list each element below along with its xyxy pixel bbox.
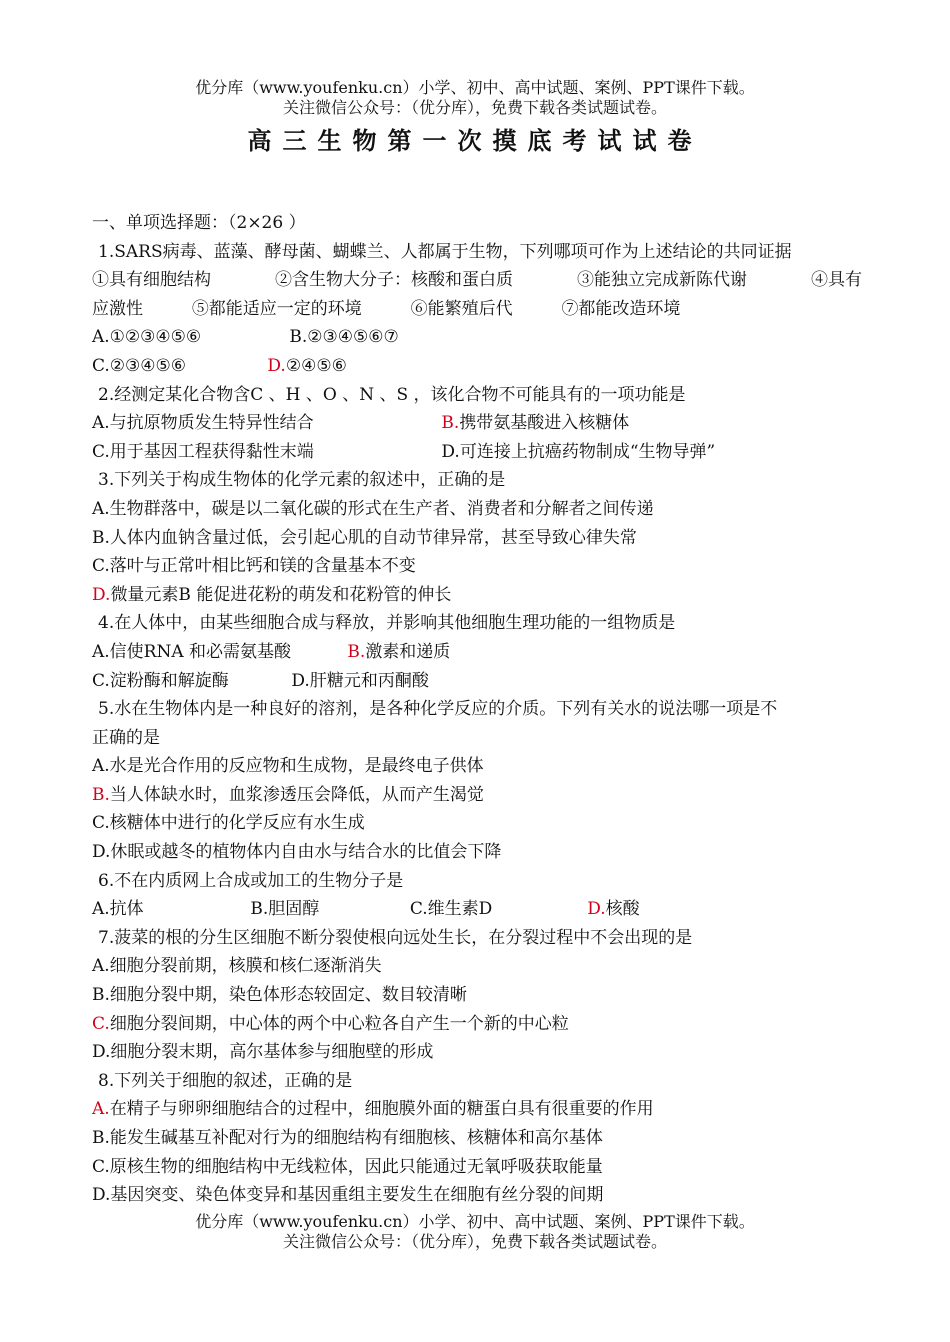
- question-5-stem-line-1: 5.水在生物体内是一种良好的溶剂，是各种化学反应的介质。下列有关水的说法哪一项是不: [98, 699, 778, 720]
- question-7-stem: 7.菠菜的根的分生区细胞不断分裂使根向远处生长，在分裂过程中不会出现的是: [98, 927, 693, 948]
- answer-letter: B.: [92, 784, 110, 805]
- question-8-option-b: B.能发生碱基互补配对行为的细胞结构有细胞核、核糖体和高尔基体: [92, 1128, 603, 1148]
- section-heading: 一、单项选择题：（2×26 ）: [92, 213, 306, 233]
- answer-letter: A.: [92, 1099, 110, 1120]
- question-5-stem-line-2: 正确的是: [92, 727, 160, 748]
- question-8-option-c: C.原核生物的细胞结构中无线粒体，因此只能通过无氧呼吸获取能量: [92, 1156, 603, 1177]
- answer-letter: D.: [587, 899, 606, 920]
- question-1-options-row-1: [92, 323, 862, 352]
- question-1-statements-row-2: [92, 295, 862, 324]
- question-3-option-a: A.生物群落中，碳是以二氧化碳的形式在生产者、消费者和分解者之间传递: [92, 498, 654, 519]
- option-d: D.可连接上抗癌药物制成“生物导弹”: [441, 441, 716, 462]
- answer-letter: D.: [267, 355, 286, 376]
- question-5-option-a: A.水是光合作用的反应物和生成物，是最终电子供体: [92, 756, 484, 777]
- question-7-option-a: A.细胞分裂前期，核膜和核仁逐渐消失: [92, 956, 382, 977]
- answer-letter: C.: [92, 1013, 110, 1034]
- option-c: C.淀粉酶和解旋酶: [92, 670, 229, 691]
- header-promo-line-1: 优分库（www.youfenku.cn）小学、初中、高中试题、案例、PPT课件下载。: [195, 78, 755, 97]
- exam-title: 高三生物第一次摸底考试试卷: [247, 126, 703, 155]
- answer-letter: B.: [441, 413, 460, 434]
- option-b: B.②③④⑤⑥⑦: [289, 327, 399, 348]
- option-a: A.抗体: [92, 899, 144, 920]
- question-2-options-row-2: [92, 438, 862, 467]
- question-7-option-d: D.细胞分裂末期，高尔基体参与细胞壁的形成: [92, 1042, 434, 1063]
- option-c: C.用于基因工程获得黏性末端: [92, 441, 314, 462]
- question-7-option-b: B.细胞分裂中期，染色体形态较固定、数目较清晰: [92, 985, 467, 1006]
- option-b: B.胆固醇: [250, 899, 320, 920]
- question-1-statements-row-1: [92, 266, 862, 295]
- option-d: D.②④⑤⑥: [267, 355, 347, 376]
- answer-letter: B.: [347, 641, 366, 662]
- question-8-option-a: A.在精子与卵卵细胞结合的过程中，细胞膜外面的糖蛋白具有很重要的作用: [92, 1099, 654, 1120]
- option-a: A.①②③④⑤⑥: [92, 327, 202, 348]
- question-4-options-row-2: [92, 667, 862, 696]
- question-8-option-d: D.基因突变、染色体变异和基因重组主要发生在细胞有丝分裂的间期: [92, 1185, 604, 1206]
- question-4-stem: 4.在人体中，由某些细胞合成与释放，并影响其他细胞生理功能的一组物质是: [98, 613, 676, 634]
- footer-promo-line-1: 优分库（www.youfenku.cn）小学、初中、高中试题、案例、PPT课件下载。: [195, 1212, 755, 1231]
- exam-content: [92, 209, 862, 1210]
- question-1-options-row-2: [92, 352, 862, 381]
- option-b: B.激素和递质: [347, 641, 451, 662]
- option-c: C.②③④⑤⑥: [92, 355, 187, 376]
- question-5-option-d: D.休眠或越冬的植物体内自由水与结合水的比值会下降: [92, 842, 502, 863]
- question-2-options-row-1: [92, 409, 862, 438]
- question-8-stem: 8.下列关于细胞的叙述，正确的是: [98, 1070, 353, 1091]
- option-d: D.肝糖元和丙酮酸: [291, 670, 429, 691]
- answer-letter: D.: [92, 584, 111, 605]
- statement-1: ①具有细胞结构: [92, 270, 211, 291]
- question-3-option-c: C.落叶与正常叶相比钙和镁的含量基本不变: [92, 556, 416, 577]
- statement-5: ⑤都能适应一定的环境: [191, 298, 362, 319]
- question-5-option-b: B.当人体缺水时，血浆渗透压会降低，从而产生渴觉: [92, 784, 484, 805]
- option-b: B.携带氨基酸进入核糖体: [441, 413, 630, 434]
- option-c: C.维生素D: [409, 899, 493, 920]
- question-1-stem: 1.SARS病毒、蓝藻、酵母菌、蝴蝶兰、人都属于生物，下列哪项可作为上述结论的共同证据: [98, 241, 792, 262]
- statement-3: ③能独立完成新陈代谢: [577, 270, 747, 291]
- question-6-options: [92, 895, 862, 924]
- statement-6: ⑥能繁殖后代: [410, 298, 513, 319]
- question-2-stem: 2.经测定某化合物含C 、H 、O 、N 、S ，该化合物不可能具有的一项功能是: [98, 384, 686, 405]
- option-d: D.核酸: [587, 899, 640, 920]
- footer-promo-line-2: 关注微信公众号：（优分库），免费下载各类试题试卷。: [282, 1232, 667, 1251]
- statement-7: ⑦都能改造环境: [561, 298, 681, 319]
- question-5-option-c: C.核糖体中进行的化学反应有水生成: [92, 813, 365, 834]
- header-promo-line-2: 关注微信公众号：（优分库），免费下载各类试题试卷。: [282, 98, 667, 117]
- question-4-options-row-1: [92, 638, 862, 667]
- question-6-stem: 6.不在内质网上合成或加工的生物分子是: [98, 870, 404, 891]
- question-7-option-c: C.细胞分裂间期，中心体的两个中心粒各自产生一个新的中心粒: [92, 1013, 569, 1034]
- statement-4-part-b: 应激性: [92, 298, 143, 319]
- statement-2: ②含生物大分子：核酸和蛋白质: [275, 270, 513, 291]
- option-a: A.与抗原物质发生特异性结合: [92, 413, 314, 434]
- statement-4-part-a: ④具有: [811, 270, 862, 291]
- question-3-stem: 3.下列关于构成生物体的化学元素的叙述中，正确的是: [98, 470, 506, 491]
- question-3-option-b: B.人体内血钠含量过低，会引起心肌的自动节律异常，甚至导致心律失常: [92, 527, 637, 548]
- question-3-option-d: D.微量元素B 能促进花粉的萌发和花粉管的伸长: [92, 584, 452, 605]
- option-a: A.信使RNA 和必需氨基酸: [92, 641, 292, 662]
